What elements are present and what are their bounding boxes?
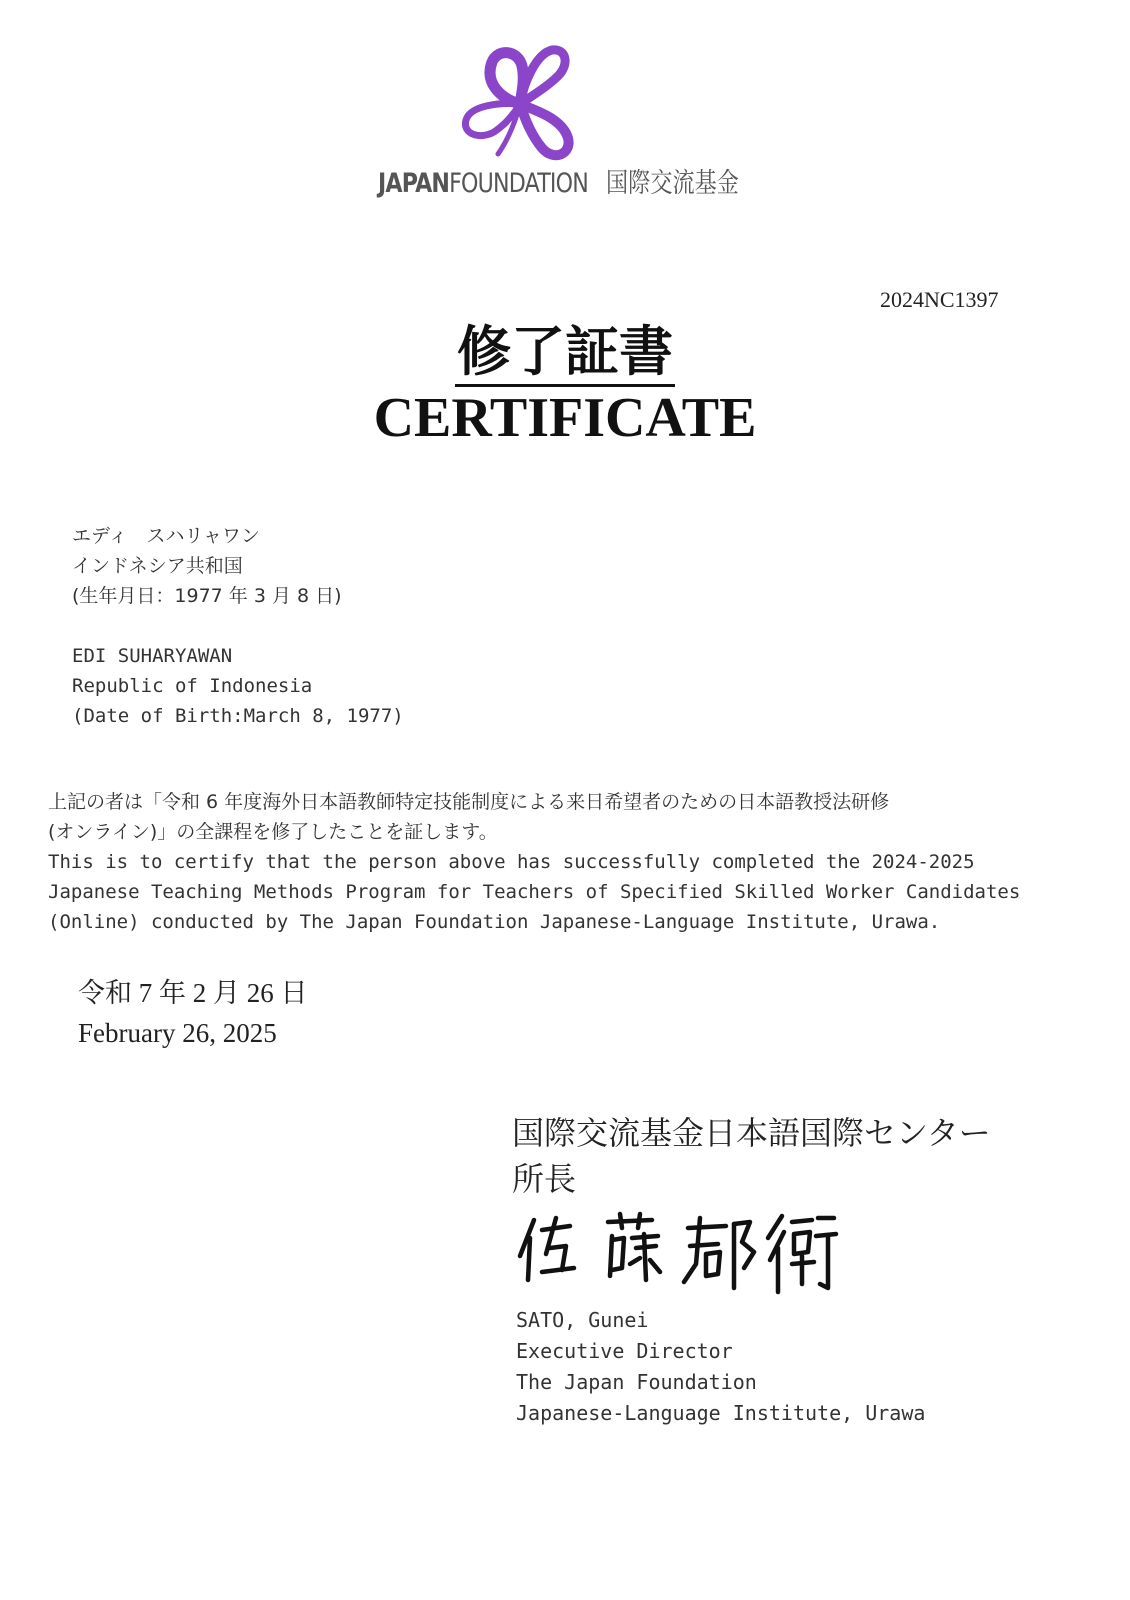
- statement-en-line: Japanese Teaching Methods Program for Teachers of Specified Skilled Worker Candidates: [48, 881, 1021, 903]
- signer-title-en: Executive Director: [516, 1339, 733, 1363]
- issue-date-ja: 令和 7 年 2 月 26 日: [78, 978, 308, 1008]
- handwritten-signature: [512, 1208, 842, 1298]
- recipient-name-ja: エディ スハリャワン: [72, 525, 260, 547]
- title-ja: 修了証書: [455, 320, 675, 387]
- signer-name-en: SATO, Gunei: [516, 1308, 649, 1332]
- title-ja-wrapper: [0, 320, 1130, 387]
- title-en: CERTIFICATE: [373, 387, 757, 449]
- statement-ja-line: (オンライン)」の全課程を修了したことを証します。: [48, 821, 498, 843]
- signer-org-en-line: Japanese-Language Institute, Urawa: [516, 1401, 926, 1425]
- statement-en-line: (Online) conducted by The Japan Foundation Japanese-Language Institute, Urawa.: [48, 911, 941, 933]
- butterfly-logo-icon: [462, 44, 578, 166]
- brand-wordmark-ja: 国際交流基金: [606, 168, 739, 199]
- recipient-dob-ja: (生年月日：1977 年 3 月 8 日): [72, 585, 342, 607]
- brand-wordmark: [378, 168, 739, 200]
- signer-block: [516, 1305, 925, 1429]
- statement-en-line: This is to certify that the person above has successfully completed the 2024-2025: [48, 851, 975, 873]
- certificate-number: 2024NC1397: [880, 287, 999, 312]
- recipient-country-ja: インドネシア共和国: [72, 555, 243, 577]
- recipient-en-block: [72, 641, 404, 731]
- recipient-name-en: EDI SUHARYAWAN: [72, 645, 233, 667]
- brand-wordmark-bold: JAPAN: [378, 168, 450, 199]
- certification-statement: [48, 787, 1088, 937]
- signer-org-en-line: The Japan Foundation: [516, 1370, 757, 1394]
- statement-ja-line: 上記の者は「令和 6 年度海外日本語教師特定技能制度による来日希望者のための日本語教授法研修: [48, 791, 890, 813]
- recipient-ja-block: [72, 521, 342, 611]
- recipient-country-en: Republic of Indonesia: [72, 675, 313, 697]
- issue-date: [78, 973, 308, 1053]
- recipient-dob-en: (Date of Birth:March 8, 1977): [72, 705, 404, 727]
- issue-date-en: February 26, 2025: [78, 1018, 277, 1048]
- issuer-org-ja: 国際交流基金日本語国際センター: [512, 1114, 991, 1152]
- brand-wordmark-light: FOUNDATION: [449, 168, 588, 199]
- issuer-ja-block: [512, 1110, 991, 1202]
- issuer-title-ja: 所長: [512, 1160, 577, 1198]
